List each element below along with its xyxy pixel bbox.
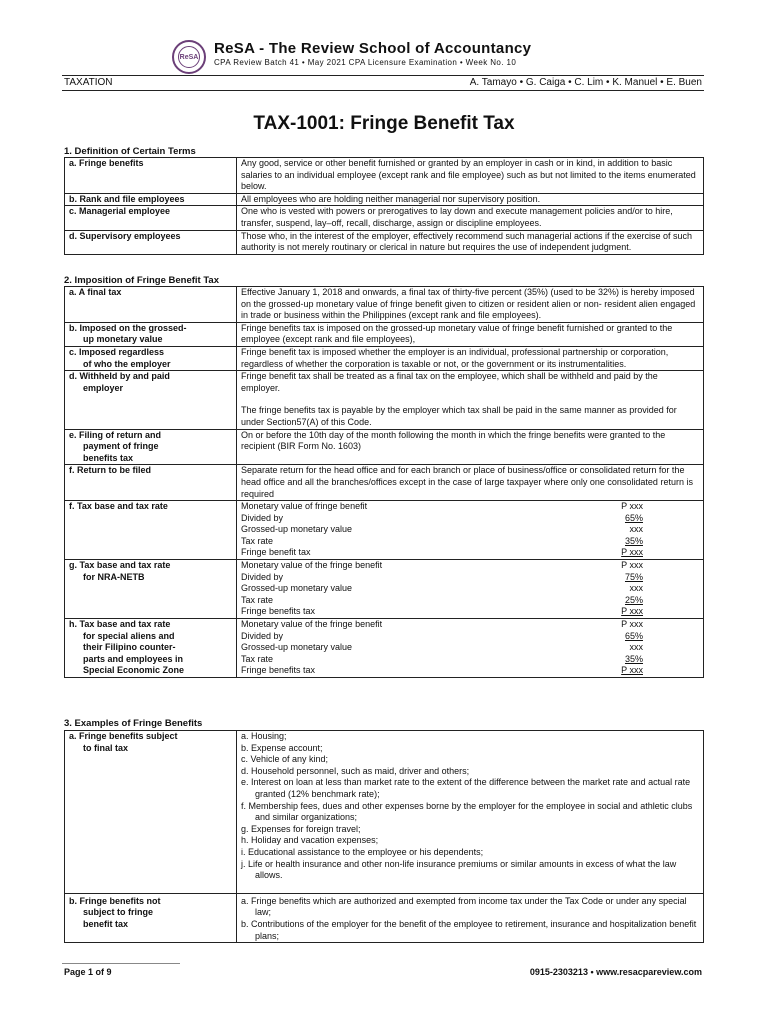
computation-line bbox=[241, 619, 699, 631]
table-row bbox=[65, 230, 704, 254]
list-item: b. Contributions of the employer for the benefit of the employee to retirement, insurance and hospitalization benefit plans; bbox=[241, 918, 697, 941]
table-row bbox=[65, 193, 704, 206]
list-item: f. Membership fees, dues and other expenses borne by the employer for the employee in social and athletic clubs and similar organizations; bbox=[241, 800, 693, 823]
computation-label: Monetary value of the fringe benefit bbox=[241, 619, 383, 630]
computation-line bbox=[241, 595, 699, 607]
definitions-table bbox=[64, 157, 704, 255]
row-label bbox=[65, 731, 237, 894]
computation-line bbox=[241, 606, 699, 618]
row-label bbox=[65, 371, 237, 429]
computation-cell bbox=[237, 619, 704, 678]
computation-line bbox=[241, 547, 699, 559]
computation-label: Fringe benefits tax bbox=[241, 606, 316, 617]
row-label bbox=[65, 322, 237, 346]
computation-label: Monetary value of the fringe benefit bbox=[241, 560, 383, 571]
computation-line bbox=[241, 524, 699, 536]
table-row bbox=[65, 619, 704, 678]
page-number: Page 1 of 9 bbox=[64, 967, 112, 977]
computation-line bbox=[241, 583, 699, 595]
computation-label: Divided by bbox=[241, 571, 284, 582]
table-row bbox=[65, 287, 704, 323]
footer-rule bbox=[62, 963, 180, 964]
row-paragraph: The fringe benefits tax is payable by the employer which tax shall be paid in the same manner as provided for under Section57(A) of this Code. bbox=[241, 405, 677, 427]
row-label bbox=[65, 560, 237, 619]
computation-label: Grossed-up monetary value bbox=[241, 583, 353, 594]
term-label: b. Rank and file employees bbox=[65, 193, 237, 206]
list-item: a. Housing; bbox=[241, 731, 287, 741]
term-text: Those who, in the interest of the employer, effectively recommend such managerial actions if the exercise of such authority is not merely routinary or clerical in nature but requires the use of independent judgment. bbox=[237, 230, 704, 254]
table-row bbox=[65, 322, 704, 346]
brand-title: ReSA - The Review School of Accountancy bbox=[214, 40, 532, 57]
row-text: Fringe benefits tax is imposed on the grossed-up monetary value of fringe benefit furnished or granted to the employee (except rank and file employees), bbox=[237, 322, 704, 346]
computation-label: Fringe benefits tax bbox=[241, 665, 316, 676]
list-item: d. Household personnel, such as maid, driver and others; bbox=[241, 765, 470, 776]
computation-value: 25% bbox=[624, 594, 643, 605]
computation-value: 65% bbox=[624, 512, 643, 523]
computation-label: Tax rate bbox=[241, 535, 274, 546]
label-line: b. Imposed on the grossed- bbox=[69, 322, 187, 333]
computation-label: Grossed-up monetary value bbox=[241, 642, 353, 653]
computation-line bbox=[241, 642, 699, 654]
label-line: benefits tax bbox=[83, 452, 134, 463]
computation-line bbox=[241, 654, 699, 666]
computation-line bbox=[241, 631, 699, 643]
list-item: c. Vehicle of any kind; bbox=[241, 754, 329, 765]
table-row bbox=[65, 346, 704, 370]
computation-value: P xxx bbox=[621, 560, 643, 571]
resa-logo-icon bbox=[172, 40, 206, 74]
table-row bbox=[65, 429, 704, 465]
table-row bbox=[65, 731, 704, 894]
label-line: h. Tax base and tax rate bbox=[69, 619, 171, 630]
computation-label: Divided by bbox=[241, 512, 284, 523]
label-line: up monetary value bbox=[83, 334, 163, 345]
row-label: f. Return to be filed bbox=[65, 465, 237, 501]
row-text: Effective January 1, 2018 and onwards, a final tax of thirty-five percent (35%) (used to be 32%) is hereby imposed on the grossed-up monetary value of fringe benefit given to citizen or resident alien or non- resident alien engaged in trade or business within the Philippines (except rank and file employees). bbox=[237, 287, 704, 323]
table-row bbox=[65, 893, 704, 942]
computation-value: 65% bbox=[624, 630, 643, 641]
row-label bbox=[65, 893, 237, 942]
computation-label: Monetary value of fringe benefit bbox=[241, 501, 368, 512]
row-text: Fringe benefit tax is imposed whether the employer is an individual, professional partnership or corporation, regardless of whether the corporation is taxable or not, or the government or its instrumentalities. bbox=[237, 346, 704, 370]
label-line: of who the employer bbox=[83, 358, 171, 369]
label-line: benefit tax bbox=[83, 918, 129, 929]
computation-value: 35% bbox=[624, 653, 643, 664]
table-row bbox=[65, 501, 704, 560]
term-label: d. Supervisory employees bbox=[65, 230, 237, 254]
examples-list bbox=[237, 893, 704, 942]
computation-cell bbox=[237, 560, 704, 619]
list-item: j. Life or health insurance and other non-life insurance premiums or similar amounts in excess of what the law allows. bbox=[241, 858, 677, 881]
row-text: On or before the 10th day of the month following the month in which the fringe benefits were granted to the recipient (BIR Form No. 1603) bbox=[237, 429, 704, 465]
table-row bbox=[65, 371, 704, 429]
row-label: f. Tax base and tax rate bbox=[65, 501, 237, 560]
computation-label: Tax rate bbox=[241, 594, 274, 605]
spacer bbox=[241, 394, 699, 405]
label-line: parts and employees in bbox=[83, 653, 184, 664]
row-label bbox=[65, 619, 237, 678]
term-text: All employees who are holding neither managerial nor supervisory position. bbox=[237, 193, 704, 206]
row-label bbox=[65, 429, 237, 465]
computation-label: Fringe benefit tax bbox=[241, 547, 311, 558]
examples-table bbox=[64, 730, 704, 943]
computation-line bbox=[241, 560, 699, 572]
label-line: Special Economic Zone bbox=[83, 665, 185, 676]
section1-heading: 1. Definition of Certain Terms bbox=[64, 146, 196, 157]
table-row bbox=[65, 560, 704, 619]
list-item: h. Holiday and vacation expenses; bbox=[241, 835, 379, 846]
label-line: g. Tax base and tax rate bbox=[69, 560, 171, 571]
term-text: Any good, service or other benefit furnished or granted by an employer in cash or in kind, in addition to basic salaries to an individual employee (except rank and file employee) such as but not limited to the items enumerated below. bbox=[237, 158, 704, 194]
brand-subtitle: CPA Review Batch 41 • May 2021 CPA Licensure Examination • Week No. 10 bbox=[214, 58, 517, 67]
table-row bbox=[65, 158, 704, 194]
computation-label: Grossed-up monetary value bbox=[241, 524, 353, 535]
computation-value: 75% bbox=[624, 571, 643, 582]
row-label: a. A final tax bbox=[65, 287, 237, 323]
computation-value: P xxx bbox=[621, 606, 643, 617]
label-line: a. Fringe benefits subject bbox=[69, 731, 178, 741]
authors-label: A. Tamayo • G. Caiga • C. Lim • K. Manuel • E. Buen bbox=[469, 77, 702, 88]
page-title: TAX-1001: Fringe Benefit Tax bbox=[253, 113, 515, 134]
label-line: for NRA-NETB bbox=[83, 571, 145, 582]
computation-value: xxx bbox=[629, 524, 643, 535]
term-label: a. Fringe benefits bbox=[65, 158, 237, 194]
label-line: b. Fringe benefits not bbox=[69, 895, 161, 906]
section2-heading: 2. Imposition of Fringe Benefit Tax bbox=[64, 275, 220, 286]
computation-value: xxx bbox=[629, 642, 643, 653]
list-item: a. Fringe benefits which are authorized and exempted from income tax under the Tax Code or under any special law; bbox=[241, 895, 687, 918]
computation-value: P xxx bbox=[621, 501, 643, 512]
logo-text: ReSA bbox=[178, 46, 200, 68]
label-line: for special aliens and bbox=[83, 630, 175, 641]
subject-label: TAXATION bbox=[64, 77, 113, 88]
label-line: e. Filing of return and bbox=[69, 429, 161, 440]
list-item: b. Expense account; bbox=[241, 742, 323, 753]
examples-list bbox=[237, 731, 704, 894]
computation-cell bbox=[237, 501, 704, 560]
section3-heading: 3. Examples of Fringe Benefits bbox=[64, 718, 203, 729]
label-line: their Filipino counter- bbox=[83, 642, 176, 653]
row-label bbox=[65, 346, 237, 370]
label-line: c. Imposed regardless bbox=[69, 346, 165, 357]
computation-label: Tax rate bbox=[241, 653, 274, 664]
header-bottom-rule bbox=[62, 90, 704, 91]
computation-value: 35% bbox=[624, 535, 643, 546]
header-top-rule bbox=[62, 75, 704, 76]
computation-line bbox=[241, 572, 699, 584]
label-line: subject to fringe bbox=[83, 907, 154, 918]
computation-value: P xxx bbox=[621, 665, 643, 676]
computation-value: xxx bbox=[629, 583, 643, 594]
footer-contact: 0915-2303213 • www.resacpareview.com bbox=[529, 967, 702, 977]
list-item: g. Expenses for foreign travel; bbox=[241, 823, 361, 834]
computation-line bbox=[241, 665, 699, 677]
computation-line bbox=[241, 501, 699, 513]
computation-value: P xxx bbox=[621, 619, 643, 630]
label-line: d. Withheld by and paid bbox=[69, 371, 170, 382]
computation-value: P xxx bbox=[621, 547, 643, 558]
term-label: c. Managerial employee bbox=[65, 206, 237, 230]
term-text: One who is vested with powers or prerogatives to lay down and execute management policies and/or to hire, transfer, suspend, lay–off, recall, discharge, assign or discipline employees. bbox=[237, 206, 704, 230]
computation-label: Divided by bbox=[241, 630, 284, 641]
list-item: e. Interest on loan at less than market rate to the extent of the difference between the market rate and actual rate granted (12% benchmark rate); bbox=[241, 777, 691, 799]
row-text bbox=[237, 371, 704, 429]
table-row bbox=[65, 206, 704, 230]
label-line: payment of fringe bbox=[83, 441, 159, 452]
computation-line bbox=[241, 536, 699, 548]
table-row bbox=[65, 465, 704, 501]
computation-line bbox=[241, 513, 699, 525]
row-paragraph: Fringe benefit tax shall be treated as a final tax on the employee, which shall be withheld and paid by the employer. bbox=[241, 371, 658, 393]
imposition-table bbox=[64, 286, 704, 678]
row-text: Separate return for the head office and for each branch or place of business/office or consolidated return for the head office and all the branches/offices except in the case of large taxpayer where only one consolidated return is required bbox=[237, 465, 704, 501]
list-item: i. Educational assistance to the employee or his dependents; bbox=[241, 846, 484, 857]
label-line: employer bbox=[83, 382, 124, 393]
label-line: to final tax bbox=[83, 742, 129, 753]
